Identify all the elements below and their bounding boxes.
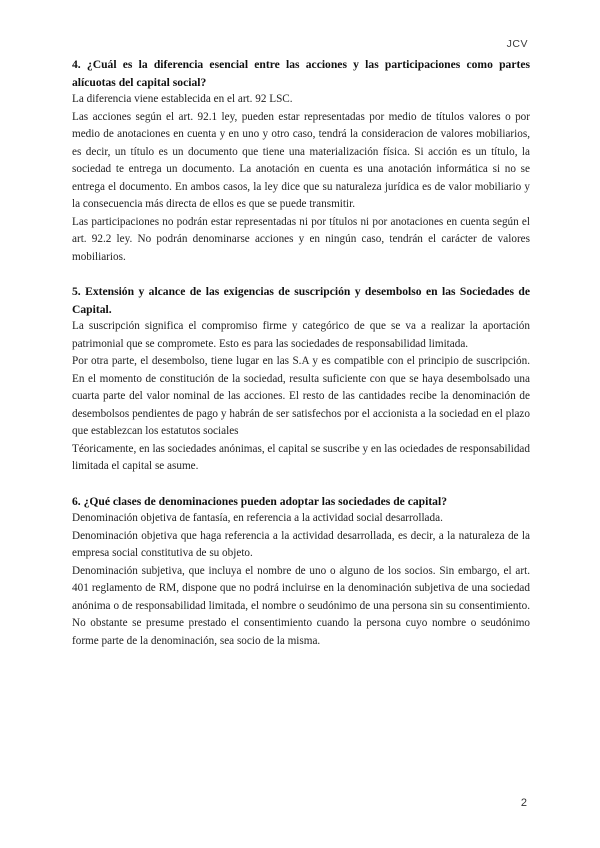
paragraph: Las participaciones no podrán estar representadas ni por títulos ni por anotaciones en cuenta según el art. 92.2 ley. No podrán denominarse acciones y en ningún caso, tendrán el carácter de valores mobiliarios. bbox=[72, 215, 530, 263]
paragraph: Las acciones según el art. 92.1 ley, pueden estar representadas por medio de títulos valores o por medio de anotaciones en cuenta y en uno y otro caso, tendrá la consideracion de valores mobiliarios, es decir, un título es un documento que tiene una materialización física. Si acción es un título, la sociedad te entrega un documento. La anotación en cuenta es una anotación informática si no se entrega el documento. En ambos casos, la ley dice que su naturaleza jurídica es de valor mobiliario y la consecuencia más directa de ellos es que se puede transmitir. bbox=[72, 110, 530, 210]
page-number: 2 bbox=[520, 797, 527, 809]
paragraph: Téoricamente, en las sociedades anónimas, el capital se suscribe y en las ociedades de responsabilidad limitada el capital se asume. bbox=[72, 442, 530, 472]
document-body bbox=[72, 56, 530, 667]
section-heading: 6. ¿Qué clases de denominaciones pueden adoptar las sociedades de capital? bbox=[72, 494, 447, 508]
section-6 bbox=[72, 493, 530, 651]
section-4 bbox=[72, 56, 530, 266]
paragraph: Denominación objetiva que haga referencia a la actividad desarrollada, es decir, a la naturaleza de la empresa social constitutiva de su objeto. bbox=[72, 529, 530, 559]
paragraph: Denominación objetiva de fantasía, en referencia a la actividad social desarrollada. bbox=[72, 512, 443, 524]
section-5 bbox=[72, 283, 530, 476]
page-header-initials: JCV bbox=[506, 38, 528, 50]
section-heading: 5. Extensión y alcance de las exigencias de suscripción y desembolso en las Sociedades de Capital. bbox=[72, 285, 530, 316]
paragraph: La suscripción significa el compromiso firme y categórico de que se va a realizar la aportación patrimonial que se compromete. Esto es para las sociedades de responsabilidad limitada. bbox=[72, 320, 530, 350]
paragraph: Por otra parte, el desembolso, tiene lugar en las S.A y es compatible con el principio de suscripción. En el momento de constitución de la sociedad, resulta suficiente con que se haya desembolsado una cuarta parte del valor nominal de las acciones. El resto de las cantidades recibe la denominación de desembolsos pendientes de pago y habrán de ser satisfechos por el accionista a la sociedad en el plazo que establezcan los estatutos sociales bbox=[72, 355, 530, 437]
section-heading: 4. ¿Cuál es la diferencia esencial entre las acciones y las participaciones como partes alícuotas del capital social? bbox=[72, 58, 530, 89]
paragraph: Denominación subjetiva, que incluya el nombre de uno o alguno de los socios. Sin embargo, el art. 401 reglamento de RM, dispone que no podrá incluirse en la denominación subjetiva de una sociedad anónima o de responsabilidad limitada, el nombre o seudónimo de una persona sin su consentimiento. No obstante se presume prestado el consentimiento cuando la persona cuyo nombre o seudónimo forme parte de la denominación, sea socio de la misma. bbox=[72, 564, 530, 647]
paragraph: La diferencia viene establecida en el art. 92 LSC. bbox=[72, 93, 293, 105]
